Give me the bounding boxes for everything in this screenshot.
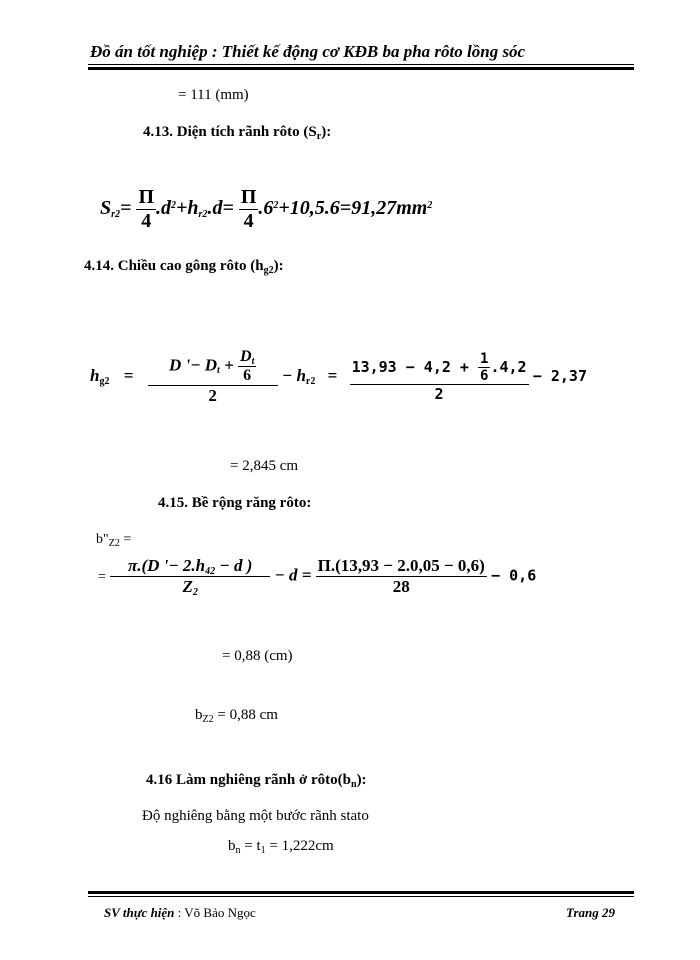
res415b-sub: Z2	[202, 714, 214, 725]
eq415-lead: =	[98, 569, 106, 585]
eq415-num-sub: 42	[205, 566, 216, 577]
section-4-13-close: ):	[321, 124, 332, 140]
eq414-dt: D	[240, 348, 252, 365]
result-111mm: = 111 (mm)	[178, 87, 249, 103]
section-4-13-title: 4.13. Diện tích rãnh rôto (S	[143, 124, 317, 140]
res416-mid: = t	[240, 838, 261, 854]
eq413-four2: 4	[243, 210, 254, 232]
b-label-tail: =	[119, 532, 132, 547]
eq414-den: 2	[208, 386, 217, 405]
res415b-pre: b	[195, 707, 203, 723]
b-label-sub: Z2	[108, 538, 120, 549]
eq413-eq2: =	[222, 197, 234, 220]
eq414-frac-left	[148, 348, 278, 406]
section-4-14-heading	[84, 258, 284, 275]
eq413-frac-pi-4-b	[239, 186, 259, 233]
eq414-minus-h-sub: r2	[305, 375, 316, 387]
footer-rule-thin	[88, 896, 634, 897]
eq413-d2: .d	[156, 197, 171, 220]
eq415-den2: 28	[392, 577, 410, 596]
eq414-one-sixth	[478, 351, 490, 384]
eq414-minus-h: − h	[281, 365, 306, 385]
res416-b: b	[228, 838, 236, 854]
eq414-inner-num	[238, 348, 256, 367]
eq415-num-left	[110, 556, 270, 577]
page-header-title: Đồ án tốt nghiệp : Thiết kế động cơ KĐB ba pha rôto lồng sóc	[90, 42, 526, 61]
eq414-six2: 6	[480, 368, 489, 384]
section-4-13-sub: r	[316, 131, 322, 142]
eq413-h-sub: r2	[198, 209, 208, 221]
section-4-15-heading: 4.15. Bề rộng răng rôto:	[158, 495, 312, 511]
footer-page-number: Trang 29	[566, 905, 615, 920]
eq413-pi: Π	[138, 186, 154, 208]
section-4-16-sub: n	[351, 779, 357, 790]
equation-4-14	[90, 348, 587, 406]
res416-t-sub: 1	[260, 845, 266, 856]
footer-student-label: SV thực hiện	[104, 905, 175, 920]
eq415-minus-d: − d =	[274, 565, 312, 585]
eq415-frac-left	[110, 556, 270, 597]
section-4-16-close: ):	[356, 772, 367, 788]
section-4-14-title: 4.14. Chiều cao gông rôto (h	[84, 258, 264, 274]
eq415-den-left	[110, 577, 270, 597]
result-bz2-088cm	[195, 707, 278, 724]
eq413-lhs: S	[100, 197, 112, 220]
eq414-eq: =	[123, 365, 134, 385]
header-rule-thin	[88, 64, 634, 65]
footer-student-name: : Võ Bảo Ngọc	[174, 905, 256, 920]
eq414-den2: 2	[434, 385, 444, 403]
result-bn-1222cm	[228, 838, 334, 855]
paragraph-4-16: Độ nghiêng bằng một bước rãnh stato	[142, 808, 369, 824]
eq414-dt-sub: t	[251, 356, 255, 367]
eq414-inner-frac	[238, 348, 256, 385]
eq413-rest: +10,5.6=91,27mm	[278, 197, 428, 220]
eq414-tail: − 2,37	[532, 366, 587, 385]
eq413-pi2: Π	[240, 186, 257, 208]
eq415-den-sub: 2	[192, 587, 198, 598]
header-rule-thick	[88, 67, 634, 70]
equation-4-15	[98, 556, 536, 597]
eq413-dot-d: .d	[207, 197, 223, 220]
eq413-four: 4	[141, 210, 152, 232]
eq414-num-right	[350, 351, 529, 385]
eq415-den: Z	[182, 577, 193, 596]
eq414-six: 6	[243, 367, 252, 384]
eq414-one: 1	[480, 351, 489, 367]
eq415-num-end: − d )	[215, 556, 253, 575]
equation-4-13	[100, 186, 432, 233]
eq413-lhs-sub: r2	[111, 209, 121, 221]
eq414-eq2: =	[327, 365, 338, 385]
b-label-text: b"	[96, 532, 109, 547]
eq413-plus-h: +h	[176, 197, 199, 220]
res416-post: = 1,222cm	[265, 838, 334, 854]
eq414-frac-right	[350, 351, 529, 403]
eq413-eq1: =	[120, 197, 132, 220]
res415b-post: = 0,88 cm	[213, 707, 278, 723]
section-4-14-close: ):	[273, 258, 284, 274]
section-4-16-heading	[146, 772, 367, 789]
eq413-six-sup: 2	[273, 200, 279, 212]
eq413-rest-sup: 2	[427, 200, 433, 212]
b-z2-label	[96, 532, 131, 548]
eq414-h: h	[90, 365, 100, 385]
res416-b-sub: n	[235, 845, 241, 856]
eq413-six: .6	[258, 197, 274, 220]
section-4-14-sub: g2	[263, 265, 274, 276]
eq414-num2-end: .4,2	[490, 358, 527, 376]
eq415-frac-right	[316, 556, 487, 597]
result-088cm-a: = 0,88 (cm)	[222, 648, 293, 664]
footer-rule-thick	[88, 891, 634, 894]
footer-student	[104, 905, 256, 921]
eq415-num: π.(D '− 2.h	[127, 556, 206, 575]
section-4-16-title: 4.16 Làm nghiêng rãnh ở rôto(b	[146, 772, 351, 788]
eq414-num-a: D '− D	[168, 355, 218, 375]
eq415-num2: Π.(13,93 − 2.0,05 − 0,6)	[317, 556, 485, 575]
section-4-13-heading	[143, 124, 331, 141]
eq413-frac-pi-4	[136, 186, 156, 233]
eq413-d2-sup: 2	[171, 200, 176, 212]
result-2845cm: = 2,845 cm	[230, 458, 299, 474]
eq414-h-sub: g2	[99, 375, 110, 387]
eq415-tail: − 0,6	[491, 566, 537, 585]
eq414-num2: 13,93 − 4,2 +	[351, 358, 478, 376]
eq414-num-a-sub: t	[217, 365, 220, 377]
eq414-num-plus: +	[219, 355, 238, 375]
eq414-num-left	[148, 348, 278, 386]
